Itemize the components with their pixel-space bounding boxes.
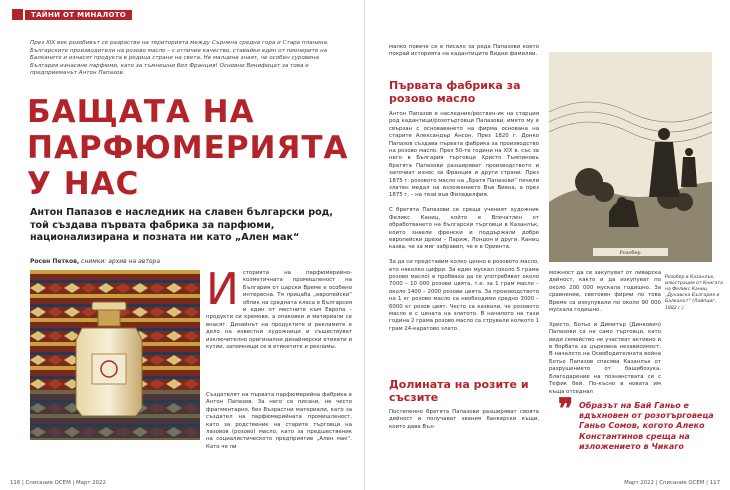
right-column-1-body: Антон Папазов е наследник/роствен-ик на старция род кадантици/розотърговци Папазови, името му е свързан с основаването на фирма основана на старите Александър Ансон. През 1820 г. Донко Папазов създава първата фабрика за производство на розово масло. През 50-те години на XIX в. със за него в България търговци Христо Тъмпиновъ братята Папазови разширяват производството и започват износ за Франция и други страни. През 1875 г. розовото масло на „Братя Папазови“ печели златен медал на изложението Във Виена, а през 1875 г. – на тези във Филаделфия. С братята Папазови се среща ученият художник Феликс Каниц, който е Впечатлен от обработването на български търговци в Казанлък, които знаели френски и поддържали добре европейски дрехи – Париж, Лондон и други. Каниц казва, че за миг забравил, че е в Ориента. За да си представим колко ценно е розовото масло, ето няколко цифри. За един мускал (около 5 грама розово масло) е пробваха да се употребяват около 7000 – 10 000 розови цвята, т.е. за 1 грам масло – около 1400 – 2000 розови цвята. За производството на 1 кг розово масло са необходими средно 3000 – 6000 кг розов цвят. Често са казвали, че розовото масло е с цената на златото. В началото на тази година 2 грама розово масло са стрували колкото 1 грам 24-каратово злато.: [389, 111, 539, 332]
article-subtitle: Антон Папазов е наследник на славен български род, той създава първата фабрика за парфюми, национализирана и позната ни като „Ален мак“: [30, 207, 334, 243]
right-page: [365, 0, 730, 490]
quote-mark-icon: ❞: [558, 392, 574, 425]
article-title: [27, 94, 357, 202]
byline-author: Росен Петков,: [30, 258, 80, 265]
engraving-caption: Розобер в Казанлък, илюстрация от Книгата на Феликс Каниц „Дунавска България и Балканът“ (Лайпциг, 1882 г.): [665, 274, 723, 311]
dropcap: И: [206, 264, 239, 315]
pull-quote: Образът на Бай Ганьо е вдъхновен от розотърговеца Ганьо Сомов, когото Алеко Константинов среща на изложението в Чикаго: [579, 401, 714, 451]
folio-left-date: Март 2022: [75, 480, 106, 486]
folio-right: Март 2022 | Списание ОСЕМ | 117: [624, 480, 720, 486]
folio-right-magazine: Списание ОСЕМ: [659, 480, 705, 486]
title-line-3: У НАС: [27, 166, 140, 202]
rose-harvest-engraving: [549, 52, 712, 262]
engraving-illustration: [549, 52, 712, 262]
heading-first-factory: Първата фабрика за розово масло: [389, 79, 521, 105]
rubric-label: ТАЙНИ ОТ МИНАЛОТО: [25, 10, 132, 20]
title-line-1: БАЩАТА НА: [27, 94, 255, 130]
perfume-bottle-illustration: [30, 270, 200, 440]
folio-right-number: 117: [709, 480, 720, 486]
title-line-2: ПАРФЮМЕРИЯТА: [27, 130, 349, 166]
perfume-bottle-photo: [30, 270, 200, 440]
body-column-1-text: сторията на парфюмерийно-козметичната промишленост на България от царски Време е особено интересна. Тя прицаба „европейски“ облик на средната класа в Българсия и един от местните към Европа – продукти си кремове, а опаковки и матириали се внасят. Дизайнът на продуктите и рекламите е дело на известни художници и съществуват изключително оригинални дизайнерски етикети и кутии, запомнящи се в етикетите и рекламы.: [206, 270, 352, 351]
right-column-2-body: можност да се закупуват от ливарска дейност, както и да изкупуват по около 200 000 мускала годишно. За сравнение, световен фирми по това Време са изкупували по около 90 000 мускала годишно. Христо, Ботьо и Димитър (Динкович) Папазови са не само търговци, като види семейство не участват активно и в борбата за църковна независимост. В началото на Освободителната война Ботьо Папазов спасява Казанлък от разрушението от башибозука. Благодарение на познанствата си с Тефик бей. По-късно в новата им къща отседнал: [549, 270, 661, 395]
heading-valley-of-roses: Долината на розите и съсзите: [389, 378, 529, 404]
right-column-1-intro: малко повече се е писало за реда Папазови което покрай историята на кадантиците Видни фамилии.: [389, 44, 539, 58]
right-column-1-bottom: Постепенно братята Папазови разширяват своята дейност и получават звания банкерски къщи, които дава Въз-: [389, 409, 539, 430]
byline-credit: снимки: архив на автора: [81, 258, 160, 265]
body-column-1: [206, 264, 352, 351]
body-column-2: Създателят на първата парфюмерийна фабрика е Антон Папазов. За него се писани, не често фрагментарно, без Възрастни материали, като за създател на парфюмерийната промишленост, като за родственик на старите търговци на лазовов (розово) масло, като за предшественик на социалистическото предприятие „Ален мак“. Като че ли: [206, 392, 352, 450]
section-rubric: [12, 8, 132, 21]
byline: [30, 258, 160, 265]
rubric-square-icon: [12, 9, 23, 20]
engraving-label: Розобер: [619, 250, 641, 256]
folio-left-number: 116: [10, 480, 21, 486]
folio-left-magazine: Списание ОСЕМ: [25, 480, 71, 486]
lead-paragraph: През XIX век розобивът се разраства на територията между Сърнена средна гора и Стара планина. Българските производители на розово масло – с отличие качество, ставайки един от пионерите на Балканите и изнасят продукта в редица страни на света. Не малцина знаят, че особен суровина България изнасяне парфюми, като за тъмнешни бил Франция! Основни Винифицат за това е предприемачът Антон Папазов.: [30, 40, 329, 77]
folio-right-date: Март 2022: [624, 480, 655, 486]
folio-left: 116 | Списание ОСЕМ | Март 2022: [10, 480, 106, 486]
